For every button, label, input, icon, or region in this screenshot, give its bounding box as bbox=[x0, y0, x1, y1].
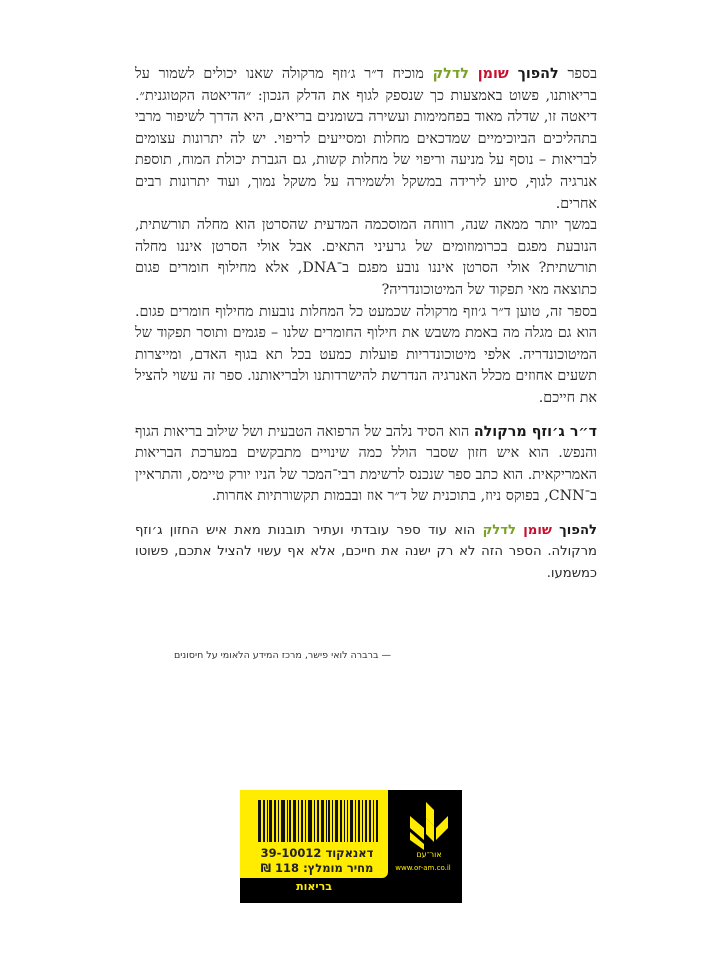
barcode-bar bbox=[340, 800, 342, 842]
category-label: בריאות bbox=[296, 880, 332, 893]
author-bio bbox=[135, 422, 597, 508]
barcode-bar bbox=[335, 800, 338, 842]
barcode-bar bbox=[365, 800, 368, 842]
book-title-word2: שומן bbox=[477, 66, 509, 82]
endorsement-text: הוא עוד ספר עובדתי ועתיר תובנות מאת איש החזון ג׳וזף מרקולה. הספר הזה לא רק ישנה את חייכם, אלא אף עשוי להציל אתכם, פשוטו כמשמעו. bbox=[135, 522, 597, 582]
intro-lead: בספר bbox=[567, 66, 598, 82]
barcode-bar bbox=[321, 800, 324, 842]
recommended-price: מחיר מומלץ: 118 ₪ bbox=[260, 861, 374, 875]
barcode-bar bbox=[267, 800, 268, 842]
barcode-bar bbox=[305, 800, 307, 842]
barcode-bar bbox=[355, 800, 356, 842]
endorsement-attribution: — ברברה לואי פישר, מרכז המידע הלאומי על חיסונים bbox=[173, 650, 391, 661]
publisher-url: www.or-am.co.il bbox=[395, 864, 451, 872]
barcode-bar bbox=[344, 800, 345, 842]
barcode-bar bbox=[332, 800, 333, 842]
barcode-bar bbox=[301, 800, 303, 842]
barcode-bar bbox=[358, 800, 360, 842]
barcode-bar bbox=[293, 800, 296, 842]
barcode-bar bbox=[269, 800, 272, 842]
barcode-bar bbox=[258, 800, 261, 842]
barcode-bar bbox=[278, 800, 279, 842]
catalog-code: דאנאקוד 39-10012 bbox=[260, 846, 374, 860]
book-title-word3: לדלק bbox=[432, 66, 469, 82]
endorsement-title-word1: להפוך bbox=[559, 522, 597, 538]
barcode-bar bbox=[369, 800, 371, 842]
publisher-name: אור־עם bbox=[416, 850, 442, 859]
barcode-bar bbox=[287, 800, 288, 842]
intro-body: מוכיח ד״ר ג׳וזף מרקולה שאנו יכולים לשמור על בריאותנו, פשוט באמצעות כך שנספק לגוף את הדלק הנכון: ״הדיאטה הקטוגנית״. דיאטה זו, שדלה מאוד בפחמימות ועשירה בשומנים בריאים, היא הדרך לשיפור מרבי בתהליכים הביוכימיים שמדכאים מחלות ומסייעים לריפוי. יש לה יתרונות עצומים לבריאות – נוסף על מניעה וריפוי של מחלות קשות, גם הגברת יכולת המוח, תוספת אנרגיה לגוף, סיוע לירידה במשקל ולשמירה על משקל נמוך, ועוד יתרונות רבים אחרים. bbox=[135, 66, 597, 212]
book-title-word1: להפוך bbox=[517, 66, 559, 82]
barcode-bar bbox=[263, 800, 265, 842]
barcode-bar bbox=[376, 800, 378, 842]
paragraph-cancer: במשך יותר ממאה שנה, רווחה המוסכמה המדעית שהסרטן הוא מחלה תורשתית, הנובעת מפגם בכרומוזומים של גרעיני התאים. אבל אולי הסרטן איננו מחלה תורשתית? אולי הסרטן איננו נובע מפגם ב־DNA, אלא מחילוף חומרים פגום כתוצאה מאי תפקוד של המיטוכונדריה? bbox=[135, 217, 597, 298]
paragraph-intro bbox=[135, 64, 597, 215]
endorsement bbox=[135, 520, 597, 585]
paragraph-book-claim: בספר זה, טוען ד״ר ג׳וזף מרקולה שכמעט כל המחלות נובעות מחילוף חומרים פגום. הוא גם מגלה מה באמת משבש את חילוף החומרים שלנו – פגמים ותוסר תפקוד של המיטוכונדריה. אלפי מיטוכונדריות פועלות כמעט בכל תא בגוף האדם, ומייצרות תשעים אחוזים מכלל האנרגיה הנדרשת להישרדותנו ולבריאותנו. ספר זה עשוי להציל את חייכם. bbox=[135, 303, 597, 406]
barcode-price-sticker bbox=[240, 790, 462, 903]
barcode-bar bbox=[314, 800, 315, 842]
author-name: ד״ר ג׳וזף מרקולה bbox=[473, 423, 597, 440]
barcode-bar bbox=[350, 800, 353, 842]
sticker-yellow-panel bbox=[240, 790, 388, 878]
barcode-bar bbox=[328, 800, 330, 842]
barcode-bar bbox=[274, 800, 276, 842]
barcode-bar bbox=[373, 800, 374, 842]
barcode-bar bbox=[317, 800, 319, 842]
barcode-bar bbox=[298, 800, 299, 842]
author-bio-text: הוא הסיד נלהב של הרפואה הטבעית ושל שילוב בריאות הגוף והנפש. הוא איש חזון שסבר הולל כמה שינויים מתבקשים במערכת הבריאות האמריקאית. הוא כתב ספר שנכנס לרשימת רבי־המכר של הניו יורק טיימס, והתראיין ב־CNN, בפוקס ניוז, בתוכנית של ד״ר אוז ובבמות תקשורתיות אחרות. bbox=[135, 423, 597, 505]
barcode-bar bbox=[347, 800, 349, 842]
endorsement-title-word2: שומן bbox=[523, 522, 552, 538]
barcode bbox=[258, 800, 380, 842]
barcode-bar bbox=[281, 800, 285, 842]
barcode-bar bbox=[326, 800, 327, 842]
barcode-bar bbox=[362, 800, 363, 842]
barcode-bar bbox=[289, 800, 291, 842]
endorsement-title-word3: לדלק bbox=[482, 522, 516, 538]
back-cover-text bbox=[135, 64, 597, 585]
barcode-bar bbox=[308, 800, 312, 842]
